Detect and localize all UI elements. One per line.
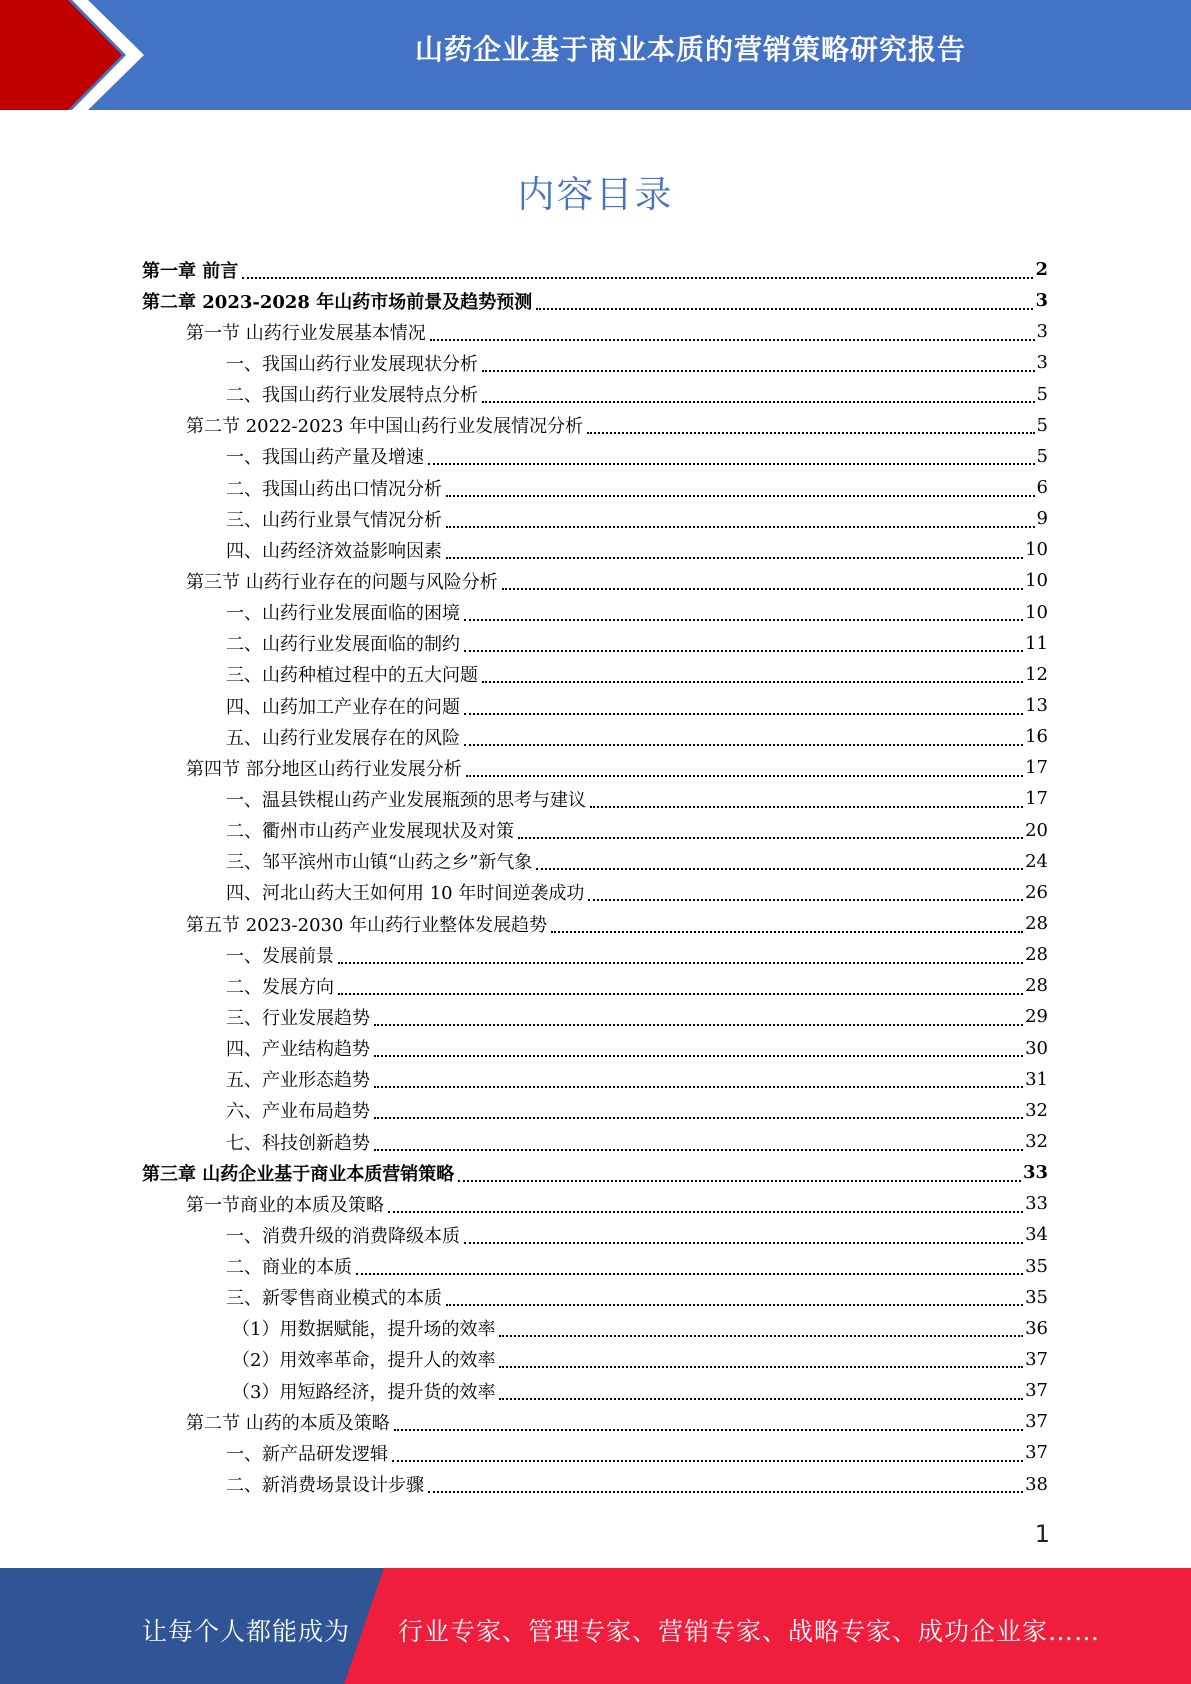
- dot-leader: [446, 473, 1035, 497]
- toc-entry-page: 37: [1025, 1442, 1048, 1464]
- toc-entry[interactable]: [142, 534, 1048, 565]
- toc-entry[interactable]: [142, 1033, 1048, 1064]
- toc-entry[interactable]: [142, 316, 1048, 347]
- toc-entry-title: 五、山药行业发展存在的风险: [226, 727, 460, 749]
- toc-entry[interactable]: [142, 1095, 1048, 1126]
- toc-entry-page: 9: [1036, 508, 1048, 530]
- toc-entry-title: 六、产业布局趋势: [226, 1101, 370, 1123]
- dot-leader: [458, 1158, 1021, 1182]
- table-of-contents: [142, 254, 1048, 1500]
- dot-leader: [392, 1438, 1023, 1462]
- toc-entry[interactable]: [142, 1468, 1048, 1499]
- dot-leader: [388, 1189, 1023, 1213]
- toc-entry-title: 三、山药种植过程中的五大问题: [226, 665, 478, 687]
- toc-entry-page: 6: [1036, 477, 1048, 499]
- toc-entry[interactable]: [142, 472, 1048, 503]
- toc-entry[interactable]: [142, 254, 1048, 285]
- dot-leader: [502, 566, 1023, 590]
- toc-entry[interactable]: [142, 1406, 1048, 1437]
- dot-leader: [374, 1127, 1023, 1151]
- toc-entry[interactable]: [142, 285, 1048, 316]
- dot-leader: [588, 877, 1023, 901]
- toc-entry-page: 37: [1025, 1380, 1048, 1402]
- toc-entry-title: 第四节 部分地区山药行业发展分析: [186, 758, 462, 780]
- toc-entry[interactable]: [142, 1157, 1048, 1188]
- toc-entry[interactable]: [142, 1251, 1048, 1282]
- toc-entry-title: 四、山药加工产业存在的问题: [226, 696, 460, 718]
- dot-leader: [464, 722, 1023, 746]
- toc-entry-title: 二、我国山药出口情况分析: [226, 478, 442, 500]
- dot-leader: [428, 441, 1035, 465]
- report-title: 山药企业基于商业本质的营销策略研究报告: [414, 33, 966, 66]
- toc-entry[interactable]: [142, 690, 1048, 721]
- toc-entry-title: 一、消费升级的消费降级本质: [226, 1225, 460, 1247]
- toc-entry-title: 第二章 2023-2028 年山药市场前景及趋势预测: [142, 291, 533, 313]
- dot-leader: [374, 1095, 1023, 1119]
- toc-entry-title: 二、商业的本质: [226, 1257, 352, 1279]
- footer-banner: [0, 1568, 1191, 1684]
- dot-leader: [464, 628, 1023, 652]
- toc-heading: 内容目录: [517, 173, 674, 216]
- dot-leader: [374, 1033, 1023, 1057]
- dot-leader: [499, 1376, 1023, 1400]
- toc-entry-page: 20: [1025, 819, 1048, 841]
- toc-entry-page: 5: [1036, 414, 1048, 436]
- dot-leader: [482, 348, 1035, 372]
- toc-entry-title: 第三章 山药企业基于商业本质营销策略: [142, 1163, 455, 1185]
- toc-entry-title: 五、产业形态趋势: [226, 1070, 370, 1092]
- dot-leader: [499, 1313, 1023, 1337]
- dot-leader: [430, 317, 1035, 341]
- dot-leader: [428, 1469, 1023, 1493]
- toc-entry-title: 二、衢州市山药产业发展现状及对策: [226, 821, 514, 843]
- toc-entry-title: 一、新产品研发逻辑: [226, 1443, 388, 1465]
- toc-entry-page: 10: [1025, 570, 1048, 592]
- dot-leader: [482, 379, 1035, 403]
- toc-entry[interactable]: [142, 1375, 1048, 1406]
- toc-entry[interactable]: [142, 1064, 1048, 1095]
- dot-leader: [446, 504, 1035, 528]
- toc-entry[interactable]: [142, 908, 1048, 939]
- toc-entry-title: 一、温县铁棍山药产业发展瓶颈的思考与建议: [226, 789, 586, 811]
- toc-entry-title: 三、邹平滨州市山镇“山药之乡”新气象: [226, 852, 533, 874]
- dot-leader: [499, 1344, 1023, 1368]
- dot-leader: [482, 659, 1023, 683]
- toc-entry-title: 二、新消费场景设计步骤: [226, 1475, 424, 1497]
- toc-entry-title: 第一章 前言: [142, 260, 239, 282]
- toc-entry-page: 34: [1025, 1224, 1048, 1246]
- toc-entry[interactable]: [142, 503, 1048, 534]
- toc-entry-page: 36: [1025, 1317, 1048, 1339]
- dot-leader: [356, 1251, 1023, 1275]
- toc-entry-page: 5: [1036, 383, 1048, 405]
- dot-leader: [374, 1002, 1023, 1026]
- toc-entry[interactable]: [142, 1437, 1048, 1468]
- toc-entry[interactable]: [142, 441, 1048, 472]
- dot-leader: [466, 753, 1023, 777]
- toc-entry-page: 29: [1025, 1006, 1048, 1028]
- footer-slogan-left: 让每个人都能成为: [142, 1617, 351, 1646]
- dot-leader: [446, 535, 1023, 559]
- toc-entry[interactable]: [142, 410, 1048, 441]
- toc-entry-page: 5: [1036, 445, 1048, 467]
- toc-entry-page: 28: [1025, 913, 1048, 935]
- dot-leader: [374, 1064, 1023, 1088]
- toc-entry[interactable]: [142, 1313, 1048, 1344]
- dot-leader: [464, 691, 1023, 715]
- toc-entry-page: 37: [1025, 1411, 1048, 1433]
- dot-leader: [242, 255, 1033, 279]
- toc-entry-page: 12: [1025, 663, 1048, 685]
- toc-entry-page: 17: [1025, 757, 1048, 779]
- toc-entry-title: 四、山药经济效益影响因素: [226, 540, 442, 562]
- dot-leader: [590, 784, 1023, 808]
- dot-leader: [587, 410, 1034, 434]
- toc-entry-page: 32: [1025, 1131, 1048, 1152]
- toc-entry-title: （1）用数据赋能，提升场的效率: [232, 1319, 496, 1341]
- toc-entry-page: 30: [1025, 1037, 1048, 1059]
- toc-entry-title: 第五节 2023-2030 年山药行业整体发展趋势: [186, 914, 548, 936]
- toc-entry-title: 二、我国山药行业发展特点分析: [226, 385, 478, 407]
- toc-entry[interactable]: [142, 379, 1048, 410]
- toc-entry-title: 一、发展前景: [226, 945, 334, 967]
- toc-entry-page: 24: [1025, 850, 1048, 872]
- toc-entry-page: 13: [1025, 695, 1048, 717]
- toc-entry[interactable]: [142, 1126, 1048, 1157]
- toc-entry-title: 一、我国山药行业发展现状分析: [226, 353, 478, 375]
- toc-entry-page: 33: [1025, 1193, 1048, 1215]
- toc-entry-page: 3: [1036, 321, 1048, 343]
- toc-entry-page: 38: [1025, 1473, 1048, 1495]
- toc-entry-title: 第二节 山药的本质及策略: [186, 1412, 390, 1434]
- toc-entry-title: 三、山药行业景气情况分析: [226, 509, 442, 531]
- dot-leader: [536, 846, 1023, 870]
- chevron-arrow-icon: [0, 0, 160, 110]
- toc-entry-title: 四、产业结构趋势: [226, 1039, 370, 1061]
- toc-entry-title: 第二节 2022-2023 年中国山药行业发展情况分析: [186, 416, 584, 438]
- toc-entry[interactable]: [142, 1219, 1048, 1250]
- dot-leader: [446, 1282, 1023, 1306]
- toc-entry[interactable]: [142, 1188, 1048, 1219]
- toc-entry[interactable]: [142, 347, 1048, 378]
- toc-entry-title: 一、我国山药产量及增速: [226, 447, 424, 469]
- toc-entry[interactable]: [142, 846, 1048, 877]
- toc-entry-page: 31: [1025, 1068, 1048, 1090]
- toc-entry-title: 第一节 山药行业发展基本情况: [186, 322, 426, 344]
- toc-entry[interactable]: [142, 565, 1048, 596]
- toc-entry-title: 第一节商业的本质及策略: [186, 1194, 384, 1216]
- toc-entry-page: 3: [1036, 352, 1048, 374]
- toc-entry-title: 二、山药行业发展面临的制约: [226, 634, 460, 656]
- toc-entry-page: 33: [1022, 1162, 1048, 1184]
- dot-leader: [464, 597, 1023, 621]
- toc-entry-page: 16: [1025, 726, 1048, 748]
- footer-slogan-right: 行业专家、管理专家、营销专家、战略专家、成功企业家……: [398, 1617, 1101, 1646]
- toc-entry[interactable]: [142, 939, 1048, 970]
- toc-entry-page: 28: [1025, 944, 1048, 966]
- toc-entry-page: 32: [1025, 1099, 1048, 1121]
- toc-entry[interactable]: [142, 597, 1048, 628]
- dot-leader: [551, 909, 1023, 933]
- toc-entry-page: 17: [1025, 788, 1048, 810]
- toc-entry-title: 三、新零售商业模式的本质: [226, 1288, 442, 1310]
- toc-entry-page: 35: [1025, 1255, 1048, 1277]
- toc-entry-title: 二、发展方向: [226, 976, 334, 998]
- toc-entry-title: 三、行业发展趋势: [226, 1007, 370, 1029]
- toc-entry[interactable]: [142, 752, 1048, 783]
- header-banner: [0, 0, 1191, 110]
- toc-entry[interactable]: [142, 628, 1048, 659]
- page-number: 1: [1034, 1520, 1050, 1548]
- dot-leader: [394, 1407, 1023, 1431]
- toc-entry-page: 37: [1025, 1348, 1048, 1370]
- toc-entry-page: 28: [1025, 975, 1048, 997]
- toc-entry-page: 2: [1035, 259, 1048, 281]
- toc-entry[interactable]: [142, 1344, 1048, 1375]
- toc-entry[interactable]: [142, 970, 1048, 1001]
- toc-entry-page: 10: [1025, 601, 1048, 623]
- toc-entry[interactable]: [142, 783, 1048, 814]
- toc-entry[interactable]: [142, 659, 1048, 690]
- toc-entry-title: 四、河北山药大王如何用 10 年时间逆袭成功: [226, 883, 585, 905]
- toc-entry-title: （2）用效率革命，提升人的效率: [232, 1350, 496, 1372]
- toc-entry-title: 七、科技创新趋势: [226, 1132, 370, 1154]
- toc-entry[interactable]: [142, 721, 1048, 752]
- dot-leader: [338, 971, 1023, 995]
- toc-entry-title: 第三节 山药行业存在的问题与风险分析: [186, 571, 498, 593]
- dot-leader: [464, 1220, 1023, 1244]
- toc-entry-page: 35: [1025, 1286, 1048, 1308]
- toc-entry-page: 3: [1035, 290, 1048, 312]
- dot-leader: [536, 286, 1033, 310]
- toc-entry[interactable]: [142, 1001, 1048, 1032]
- toc-entry[interactable]: [142, 1282, 1048, 1313]
- toc-entry-page: 11: [1025, 632, 1048, 654]
- toc-entry-page: 10: [1025, 539, 1048, 561]
- dot-leader: [338, 940, 1023, 964]
- toc-entry[interactable]: [142, 815, 1048, 846]
- toc-entry-title: （3）用短路经济，提升货的效率: [232, 1381, 496, 1403]
- dot-leader: [518, 815, 1023, 839]
- toc-entry[interactable]: [142, 877, 1048, 908]
- toc-entry-page: 26: [1025, 881, 1048, 903]
- toc-entry-title: 一、山药行业发展面临的困境: [226, 603, 460, 625]
